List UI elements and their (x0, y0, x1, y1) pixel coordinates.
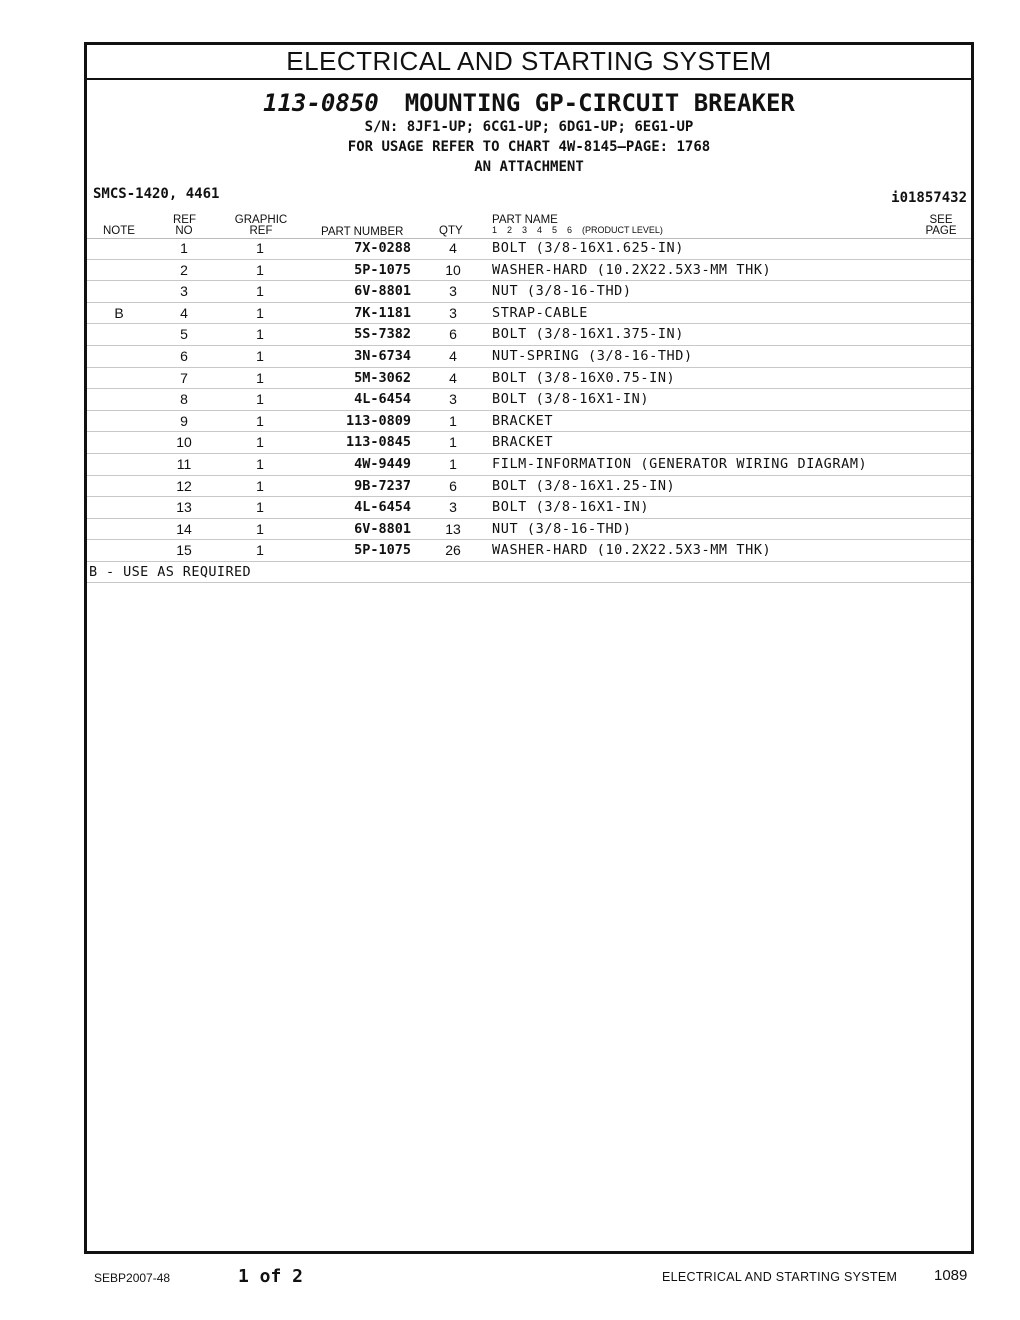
header-part-number: PART NUMBER (321, 226, 404, 238)
table-row (87, 519, 971, 541)
part-number-cell: 5P-1075 (354, 542, 411, 559)
part-name-cell: BRACKET (492, 434, 554, 451)
group-number: 113-0850 (263, 89, 379, 117)
part-number-cell: 113-0845 (345, 434, 411, 451)
parts-page-frame (84, 42, 974, 1254)
header-ref-top: REF (173, 214, 196, 226)
graphic-ref-cell: 1 (256, 412, 264, 429)
ref-no-cell: 9 (180, 412, 188, 429)
qty-cell: 4 (449, 240, 457, 256)
illustration-id: i01857432 (891, 190, 967, 206)
group-name: MOUNTING GP-CIRCUIT BREAKER (404, 89, 795, 117)
part-number-cell: 6V-8801 (354, 520, 411, 537)
serial-numbers: S/N: 8JF1-UP; 6CG1-UP; 6DG1-UP; 6EG1-UP (364, 119, 694, 135)
qty-cell: 3 (449, 391, 457, 408)
header-qty: QTY (439, 225, 463, 237)
ref-no-cell: 15 (176, 542, 192, 559)
qty-cell: 13 (445, 520, 461, 537)
header-graphic-top: GRAPHIC (234, 214, 288, 226)
table-row (87, 368, 971, 390)
qty-cell: 3 (449, 283, 457, 300)
header-see-top: SEE (929, 214, 953, 226)
graphic-ref-cell: 1 (256, 477, 264, 494)
part-name-cell: FILM-INFORMATION (GENERATOR WIRING DIAGRAM) (492, 455, 868, 472)
part-name-cell: BRACKET (492, 412, 554, 429)
header-see-bottom: PAGE (925, 225, 957, 237)
ref-no-cell: 13 (176, 499, 192, 516)
part-name-cell: WASHER-HARD (10.2X22.5X3-MM THK) (492, 542, 772, 559)
ref-no-cell: 1 (180, 240, 188, 256)
group-type: AN ATTACHMENT (474, 159, 584, 175)
header-ref-bottom: NO (175, 225, 193, 237)
header-graphic-bottom: REF (249, 225, 273, 237)
table-row (87, 389, 971, 411)
graphic-ref-cell: 1 (256, 304, 264, 321)
part-number-cell: 5M-3062 (354, 369, 411, 386)
group-title (87, 89, 971, 117)
table-row (87, 324, 971, 346)
qty-cell: 1 (449, 434, 457, 451)
part-name-cell: WASHER-HARD (10.2X22.5X3-MM THK) (492, 261, 772, 278)
table-row (87, 346, 971, 368)
table-row (87, 432, 971, 454)
part-number-cell: 4W-9449 (354, 455, 411, 472)
table-row (87, 303, 971, 325)
table-row (87, 540, 971, 562)
ref-no-cell: 12 (176, 477, 192, 494)
part-number-cell: 6V-8801 (354, 283, 411, 300)
part-number-cell: 9B-7237 (354, 477, 411, 494)
header-note: NOTE (103, 225, 135, 237)
ref-no-cell: 7 (180, 369, 188, 386)
part-name-cell: BOLT (3/8-16X1.625-IN) (492, 240, 685, 256)
ref-no-cell: 14 (176, 520, 192, 537)
table-row (87, 476, 971, 498)
qty-cell: 4 (449, 347, 457, 364)
smcs-code: SMCS-1420, 4461 (93, 186, 220, 202)
graphic-ref-cell: 1 (256, 261, 264, 278)
table-row (87, 260, 971, 282)
page-number: 1089 (934, 1267, 968, 1284)
section-header: ELECTRICAL AND STARTING SYSTEM (87, 45, 971, 80)
part-name-cell: BOLT (3/8-16X0.75-IN) (492, 369, 676, 386)
graphic-ref-cell: 1 (256, 283, 264, 300)
qty-cell: 3 (449, 499, 457, 516)
graphic-ref-cell: 1 (256, 434, 264, 451)
part-name-cell: BOLT (3/8-16X1-IN) (492, 499, 650, 516)
table-row (87, 497, 971, 519)
part-number-cell: 5S-7382 (354, 326, 411, 343)
part-name-cell: NUT-SPRING (3/8-16-THD) (492, 347, 693, 364)
ref-no-cell: 4 (180, 304, 188, 321)
graphic-ref-cell: 1 (256, 499, 264, 516)
ref-no-cell: 3 (180, 283, 188, 300)
graphic-ref-cell: 1 (256, 520, 264, 537)
table-row (87, 238, 971, 260)
graphic-ref-cell: 1 (256, 347, 264, 364)
table-row (87, 281, 971, 303)
ref-no-cell: 6 (180, 347, 188, 364)
qty-cell: 3 (449, 304, 457, 321)
ref-no-cell: 11 (176, 455, 192, 472)
part-number-cell: 5P-1075 (354, 261, 411, 278)
part-number-cell: 4L-6454 (354, 499, 411, 516)
qty-cell: 26 (445, 542, 461, 559)
graphic-ref-cell: 1 (256, 369, 264, 386)
part-name-cell: BOLT (3/8-16X1.375-IN) (492, 326, 685, 343)
parts-table (87, 238, 971, 583)
part-name-cell: STRAP-CABLE (492, 304, 589, 321)
qty-cell: 6 (449, 477, 457, 494)
qty-cell: 4 (449, 369, 457, 386)
usage-reference: FOR USAGE REFER TO CHART 4W-8145—PAGE: 1768 (347, 139, 711, 155)
ref-no-cell: 2 (180, 261, 188, 278)
graphic-ref-cell: 1 (256, 542, 264, 559)
footnote: B - USE AS REQUIRED (87, 562, 971, 583)
document-id: SEBP2007-48 (94, 1271, 171, 1285)
qty-cell: 1 (449, 455, 457, 472)
ref-no-cell: 8 (180, 391, 188, 408)
qty-cell: 6 (449, 326, 457, 343)
header-part-name: PART NAME (492, 214, 558, 226)
graphic-ref-cell: 1 (256, 391, 264, 408)
table-row (87, 411, 971, 433)
graphic-ref-cell: 1 (256, 326, 264, 343)
part-name-cell: BOLT (3/8-16X1.25-IN) (492, 477, 676, 494)
part-name-cell: BOLT (3/8-16X1-IN) (492, 391, 650, 408)
ref-no-cell: 5 (180, 326, 188, 343)
graphic-ref-cell: 1 (256, 240, 264, 256)
footer-section-title: ELECTRICAL AND STARTING SYSTEM (662, 1270, 898, 1284)
page-of: 1 of 2 (238, 1266, 304, 1287)
part-number-cell: 7X-0288 (354, 240, 411, 256)
graphic-ref-cell: 1 (256, 455, 264, 472)
note-cell: B (114, 304, 124, 321)
qty-cell: 1 (449, 412, 457, 429)
qty-cell: 10 (445, 261, 461, 278)
ref-no-cell: 10 (176, 434, 192, 451)
part-number-cell: 4L-6454 (354, 391, 411, 408)
part-number-cell: 3N-6734 (354, 347, 411, 364)
header-product-levels: 1 2 3 4 5 6 (PRODUCT LEVEL) (492, 225, 663, 235)
part-number-cell: 7K-1181 (354, 304, 411, 321)
table-row (87, 454, 971, 476)
part-name-cell: NUT (3/8-16-THD) (492, 520, 632, 537)
part-name-cell: NUT (3/8-16-THD) (492, 283, 632, 300)
part-number-cell: 113-0809 (345, 412, 411, 429)
